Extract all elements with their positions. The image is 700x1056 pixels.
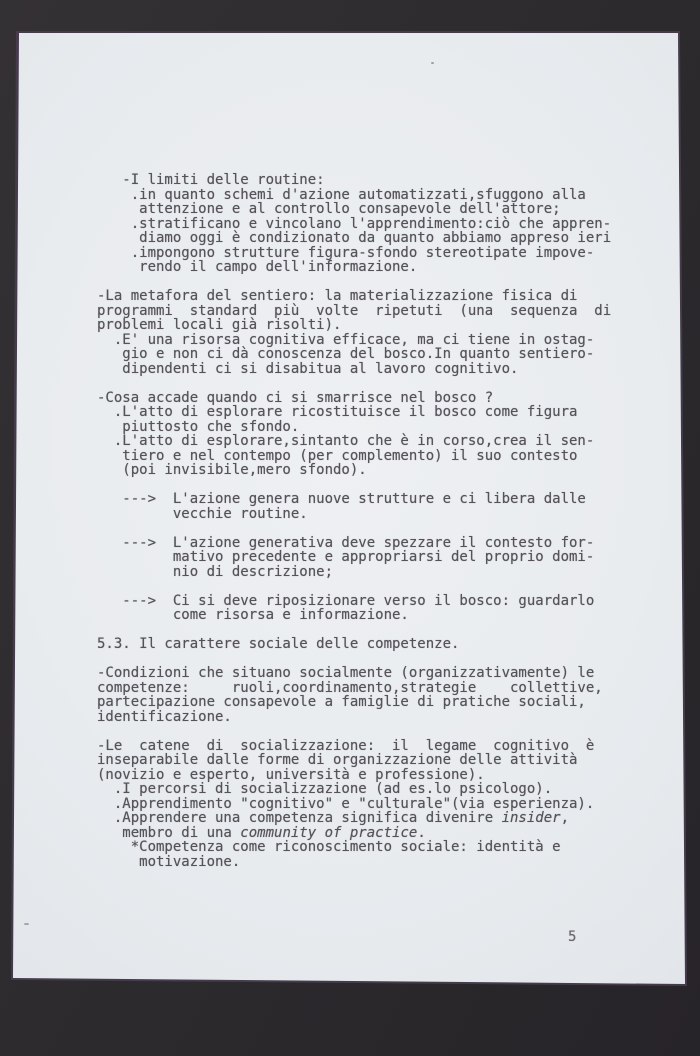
text-line: competenze: ruoli,coordinamento,strategie collettive,	[97, 679, 603, 696]
section-smarrirsi-bosco	[97, 391, 611, 478]
arrow-item-2	[97, 536, 611, 580]
line-pre: .Apprendere una competenza significa divenire	[97, 810, 502, 826]
arrow-item-3	[97, 594, 611, 623]
text-line: programmi standard più volte ripetuti (una sequenza di	[97, 302, 612, 319]
text-line: diamo oggi è condizionato da quanto abbiamo appreso ieri	[97, 230, 612, 246]
text-line: .E' una risorsa cognitiva efficace, ma ci tiene in ostag-	[97, 331, 595, 348]
section-metafora-sentiero	[97, 289, 611, 376]
text-line: gio e non ci dà conoscenza del bosco.In quanto sentiero-	[97, 346, 595, 362]
text-line: .impongono strutture figura-sfondo stereotipate impove-	[97, 244, 595, 261]
section-limiti-routine	[97, 173, 611, 275]
text-line: .L'atto di esplorare,sintanto che è in corso,crea il sen-	[97, 433, 595, 449]
section-catene-socializzazione	[97, 739, 611, 870]
section-condizioni	[97, 666, 611, 724]
text-line: ---> Ci si deve riposizionare verso il bosco: guardarlo	[97, 592, 595, 609]
text-line: *Competenza come riconoscimento sociale: identità e	[97, 839, 561, 855]
text-line: rendo il campo dell'informazione.	[97, 259, 418, 275]
text-line: motivazione.	[97, 853, 241, 870]
section-heading-5-3	[97, 637, 611, 652]
text-line: (poi invisibile,mero sfondo).	[97, 462, 367, 478]
text-line: ---> L'azione generativa deve spezzare il contesto for-	[97, 534, 595, 551]
heading-line: 5.3. Il carattere sociale delle competenze.	[97, 636, 460, 652]
text-line: .I percorsi di socializzazione (ad es.lo psicologo).	[97, 781, 553, 797]
text-line: -Condizioni che situano socialmente (organizzativamente) le	[97, 665, 595, 681]
line-post: ,	[560, 810, 570, 826]
text-line: attenzione e al controllo consapevole dell'attore;	[97, 201, 561, 217]
text-line: -Le catene di socializzazione: il legame cognitivo è	[97, 737, 595, 754]
text-line-with-italic	[97, 826, 611, 841]
text-line: -I limiti delle routine:	[97, 172, 325, 188]
text-line: inseparabile dalle forme di organizzazione delle attività	[97, 752, 578, 768]
text-line: problemi locali già risolti).	[97, 317, 342, 333]
italic-term-community-of-practice: community of practice	[240, 824, 418, 841]
italic-term-insider: insider	[501, 810, 561, 826]
text-line: vecchie routine.	[97, 505, 308, 522]
text-line: .stratificano e vincolano l'apprendimento:ciò che appren-	[97, 215, 612, 232]
text-line: ---> L'azione genera nuove strutture e ci libera dalle	[97, 491, 586, 507]
text-line: piuttosto che sfondo.	[97, 418, 300, 435]
text-line: -Cosa accade quando ci si smarrisce nel bosco ?	[97, 389, 494, 406]
arrow-item-1	[97, 492, 611, 521]
text-line: partecipazione consapevole a famiglie di pratiche sociali,	[97, 694, 586, 710]
text-line: identificazione.	[97, 708, 232, 725]
text-line: dipendenti ci si disabitua al lavoro cognitivo.	[97, 360, 519, 377]
text-line: .Apprendimento "cognitivo" e "culturale"(via esperienza).	[97, 795, 595, 812]
text-line: -La metafora del sentiero: la materializzazione fisica di	[97, 288, 578, 304]
line-post: .	[417, 824, 426, 841]
text-line-with-italic	[97, 811, 611, 826]
text-line: .L'atto di esplorare ricostituisce il bosco come figura	[97, 404, 578, 420]
text-line: come risorsa e informazione.	[97, 607, 409, 623]
page-number: 5	[568, 929, 577, 945]
text-line: tiero e nel contempo (per complemento) il suo contesto	[97, 447, 578, 464]
text-line: (novizio e esperto, università e professione).	[97, 766, 485, 783]
line-pre: membro di una	[97, 824, 241, 841]
text-line: .in quanto schemi d'azione automatizzati,sfuggono alla	[97, 186, 586, 203]
text-line: nio di descrizione;	[97, 563, 334, 580]
typewritten-text	[97, 173, 611, 884]
paper-speck	[24, 923, 29, 925]
paper-speck	[431, 62, 434, 64]
text-line: mativo precedente e appropriarsi del proprio domi-	[97, 549, 595, 565]
